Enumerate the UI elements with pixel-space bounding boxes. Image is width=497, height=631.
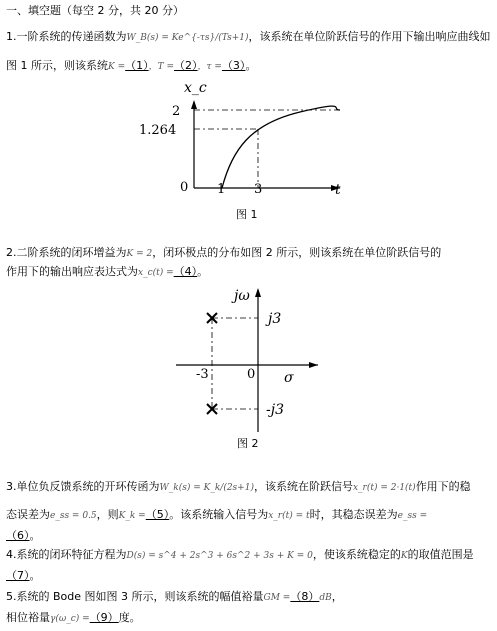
blank-3: （3）: [221, 59, 246, 72]
q2-end: 。: [197, 265, 209, 278]
figure-1-caption: 图 1: [236, 208, 258, 221]
q5-pm: γ(ω_c) =: [50, 614, 90, 624]
blank-4: （4）: [173, 265, 198, 278]
fig1-xtick-3: 3: [254, 182, 263, 197]
question-5-line-1: [6, 590, 343, 605]
blank-8: （8）: [290, 590, 320, 603]
blank-9: （9）: [89, 611, 119, 624]
fig1-origin: 0: [180, 180, 189, 195]
question-2-line-2: [6, 265, 208, 280]
q3-text: 作用下的稳: [415, 480, 471, 493]
q4-text: 4.系统的闭环特征方程为: [6, 548, 127, 561]
q4-equation: D(s) = s^4 + 2s^3 + 6s^2 + 3s + K = 0: [126, 551, 313, 561]
q5-text: 5.系统的 Bode 图如图 3 所示，则该系统的幅值裕量: [6, 590, 264, 603]
q5-gm: GM =: [263, 593, 291, 603]
q3-text: 。该系统输入信号为: [169, 508, 269, 521]
q5-end: 度。: [118, 611, 141, 624]
blank-2: （2）: [174, 59, 198, 72]
q1-text: 图 1 所示，则该系统: [6, 59, 108, 72]
q5-text: ，: [331, 590, 343, 603]
q4-end: 。: [29, 569, 41, 582]
fig2-xtick-minus3: -3: [196, 367, 209, 382]
blank-7: （7）: [6, 569, 30, 582]
blank-5: （5）: [145, 508, 170, 521]
fig1-xtick-1: 1: [217, 182, 226, 197]
q5-text: 相位裕量: [6, 611, 50, 624]
blank-6: （6）: [6, 529, 30, 542]
fig1-y-arrow: [191, 100, 197, 109]
fig2-jw-arrow: [255, 288, 261, 297]
fig1-response-curve: [222, 106, 340, 188]
question-3-line-3: [6, 529, 41, 543]
fig2-pole-bottom-label: -j3: [266, 402, 284, 418]
q3-end: 。: [29, 529, 41, 542]
fig1-xlabel: t: [335, 182, 341, 198]
figure-2-caption: 图 2: [237, 437, 259, 450]
fig2-origin: 0: [247, 367, 256, 382]
question-2-line-1: [6, 246, 441, 261]
fig1-ylabel: x_c: [184, 80, 207, 96]
question-5-line-2: [6, 611, 141, 626]
q3-transfer-function: W_k(s) = K_k/(2s+1): [159, 483, 254, 493]
q3-text: 3.单位负反馈系统的开环传函为: [6, 480, 160, 493]
q3-signal-2: x_r(t) = t: [268, 511, 310, 521]
q1-t: ，T =: [148, 62, 175, 72]
fig1-ytick-1264: 1.264: [139, 123, 177, 138]
q1-text: ，该系统在单位阶跃信号的作用下输出响应曲线如: [248, 30, 491, 43]
q1-tau: ，τ =: [197, 62, 222, 72]
fig1-ytick-2: 2: [172, 104, 181, 119]
q3-text: ，该系统在阶跃信号: [253, 480, 353, 493]
q3-signal: x_r(t) = 2·1(t): [352, 483, 416, 493]
q1-transfer-function: W_B(s) = Ke^{-τs}/(Ts+1): [126, 33, 249, 43]
question-4-line-1: [6, 548, 474, 563]
q3-text: 时，其稳态误差为: [309, 508, 398, 521]
q2-text: 2.二阶系统的闭环增益为: [6, 246, 127, 259]
q1-text: 1.一阶系统的传递函数为: [6, 30, 127, 43]
q3-text: 态误差为: [6, 508, 50, 521]
section-header: 一、填空题（每空 2 分，共 20 分）: [6, 4, 184, 17]
q3-ess-2: e_ss =: [397, 511, 428, 521]
q1-k: K =: [108, 62, 126, 72]
q2-k: K = 2: [126, 249, 153, 259]
q2-text: 作用下的输出响应表达式为: [6, 265, 138, 278]
q4-text: ，使该系统稳定的: [312, 548, 401, 561]
fig2-pole-top-label: j3: [268, 311, 282, 327]
q3-ess: e_ss = 0.5: [50, 511, 97, 521]
fig2-sigma-arrow: [309, 362, 318, 368]
fig2-xlabel: σ: [284, 370, 294, 386]
blank-1: （1）: [125, 59, 149, 72]
q4-text: 的取值范围是: [407, 548, 474, 561]
q5-db: dB: [319, 593, 332, 603]
q1-end: 。: [245, 59, 257, 72]
q3-kk: K_k =: [118, 511, 146, 521]
q3-text: ，则: [96, 508, 119, 521]
q4-k: K: [400, 551, 408, 561]
question-4-line-2: [6, 569, 41, 583]
q2-text: ，闭环极点的分布如图 2 所示，则该系统在单位阶跃信号的: [152, 246, 442, 259]
fig2-ylabel: jω: [234, 288, 250, 304]
question-3-line-2: [6, 508, 427, 523]
question-3-line-1: [6, 480, 471, 495]
q2-xc: x_c(t) =: [138, 268, 174, 278]
